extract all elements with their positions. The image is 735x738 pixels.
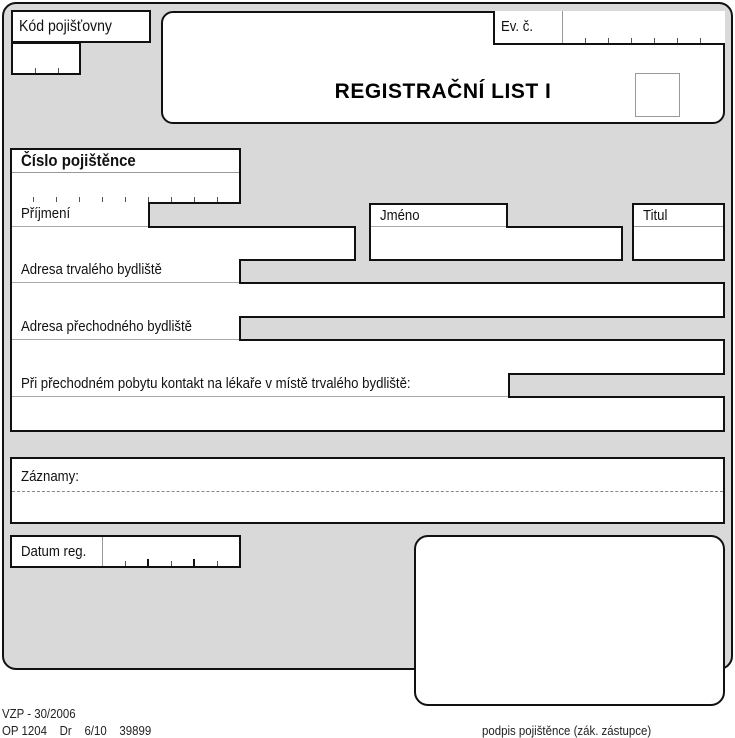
surname-input[interactable] [10,226,356,261]
insurer-code-label-box [11,10,151,43]
signature-label: podpis pojištěnce (zák. zástupce) [482,723,652,738]
surname-label: Příjmení [21,205,71,222]
doctor-contact-input[interactable] [10,396,725,432]
doctor-contact-label: Při přechodném pobytu kontakt na lékaře v místě trvalého bydliště: [21,375,411,392]
insurer-code-field[interactable] [11,42,81,75]
temporary-address-label-box [10,316,241,341]
record-no-label: Ev. č. [501,18,534,35]
first-name-label: Jméno [380,207,420,224]
degree-input[interactable] [632,203,725,261]
notes-label: Záznamy: [21,468,79,485]
permanent-address-input[interactable] [10,282,725,318]
first-name-input[interactable] [369,226,623,261]
temporary-address-input[interactable] [10,339,725,375]
insurer-code-label: Kód pojišťovny [19,18,112,35]
notes-input[interactable] [10,457,725,524]
degree-label: Titul [643,207,668,224]
insured-no-field[interactable] [10,148,241,204]
record-no-field[interactable] [493,11,725,45]
doctor-contact-label-box [10,373,510,398]
print-code: OP 1204 Dr 6/10 39899 [2,723,152,738]
signature-box[interactable] [414,535,725,706]
reg-date-label: Datum reg. [21,543,87,560]
form-code: VZP - 30/2006 [2,706,76,721]
permanent-address-label: Adresa trvalého bydliště [21,261,162,278]
insured-no-label: Číslo pojištěnce [21,151,136,170]
reg-date-field[interactable] [10,535,241,568]
permanent-address-label-box [10,259,241,284]
form-title: REGISTRAČNÍ LIST I [334,80,552,103]
temporary-address-label: Adresa přechodného bydliště [21,318,192,335]
check-square[interactable] [635,73,680,117]
surname-label-box [10,202,150,228]
first-name-label-box [369,203,508,228]
